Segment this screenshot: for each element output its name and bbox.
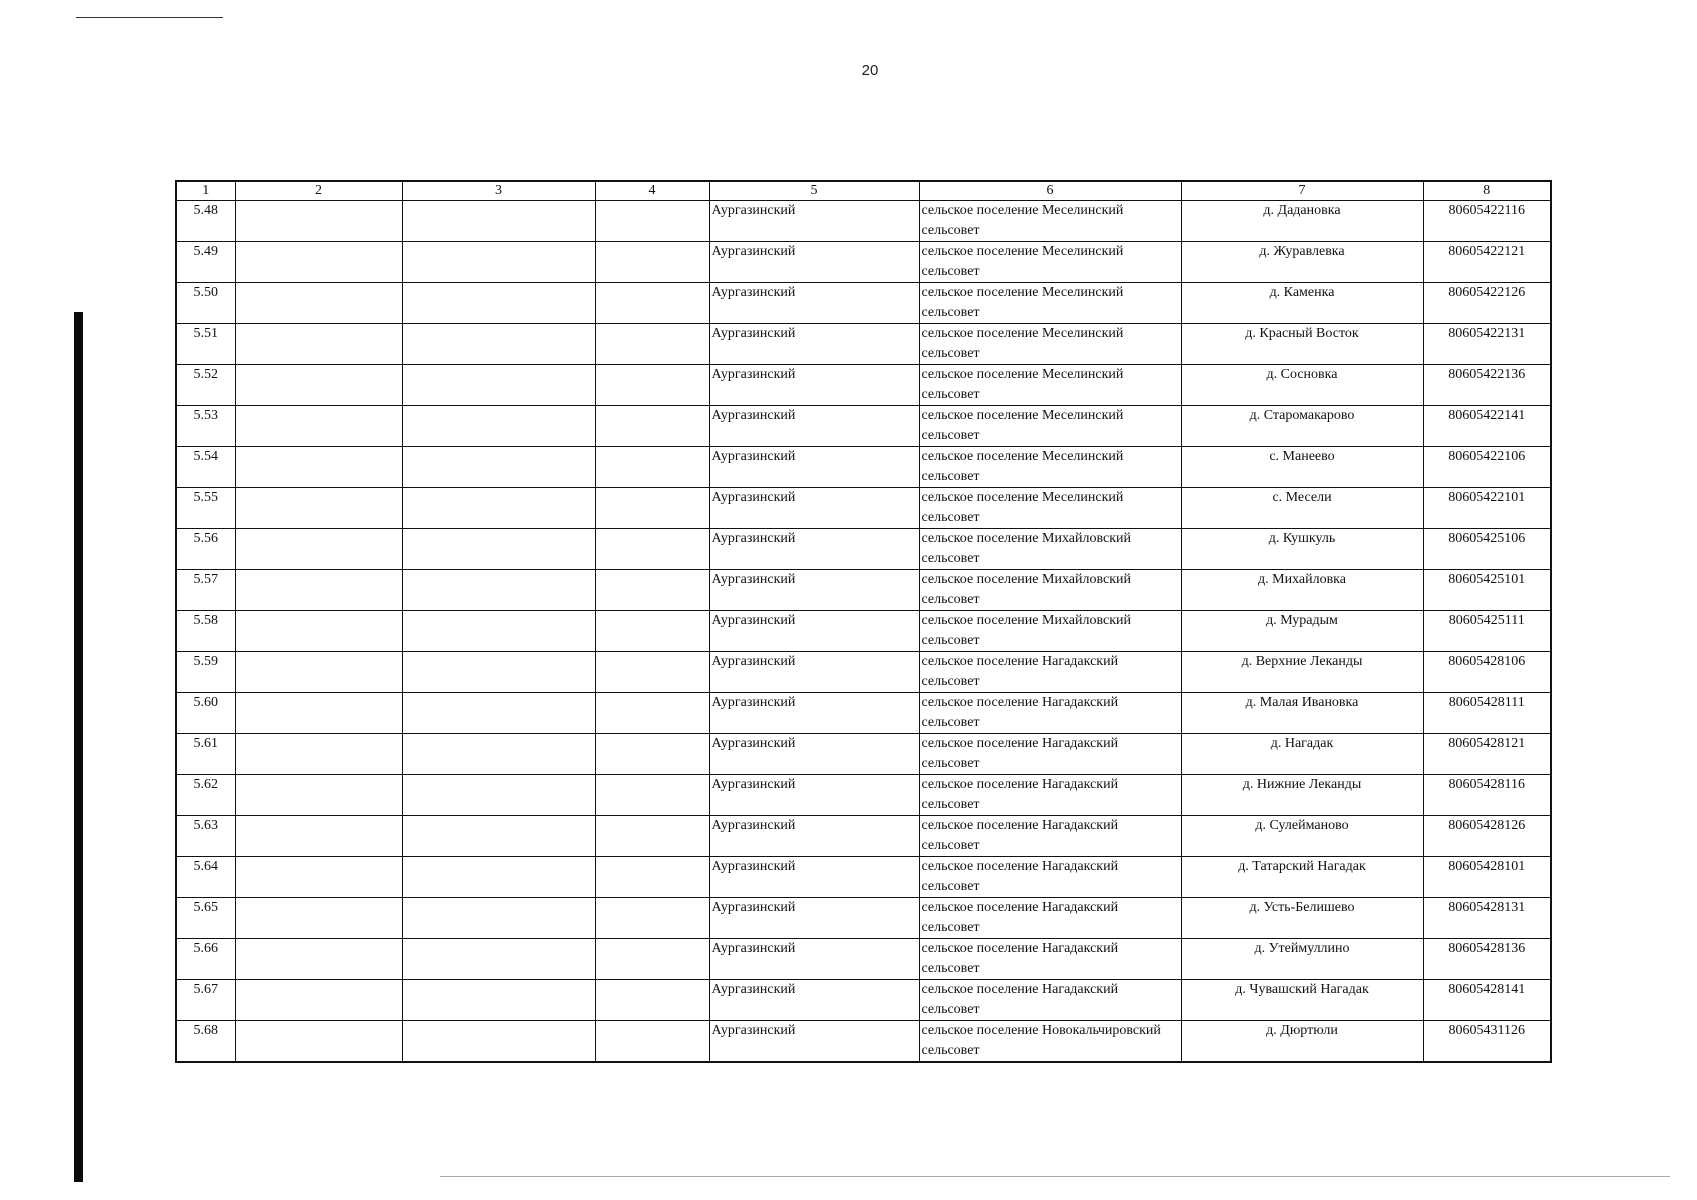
locality-cell: с. Манеево: [1181, 447, 1423, 488]
column-4-cell: [595, 693, 709, 734]
column-4-cell: [595, 652, 709, 693]
bottom-rule: [440, 1176, 1670, 1177]
row-number-cell: 5.63: [176, 816, 235, 857]
settlement-cell: сельское поселение Меселинский сельсовет: [919, 447, 1181, 488]
row-number-cell: 5.55: [176, 488, 235, 529]
row-number-cell: 5.61: [176, 734, 235, 775]
column-2-cell: [235, 447, 402, 488]
district-cell: Аургазинский: [709, 611, 919, 652]
column-2-cell: [235, 324, 402, 365]
row-number-cell: 5.58: [176, 611, 235, 652]
settlement-cell: сельское поселение Меселинский сельсовет: [919, 488, 1181, 529]
row-number-cell: 5.68: [176, 1021, 235, 1063]
row-number-cell: 5.66: [176, 939, 235, 980]
table-row: [176, 611, 1551, 652]
locality-cell: д. Верхние Леканды: [1181, 652, 1423, 693]
column-4-cell: [595, 1021, 709, 1063]
column-2-cell: [235, 734, 402, 775]
district-cell: Аургазинский: [709, 693, 919, 734]
column-3-cell: [402, 529, 595, 570]
locality-cell: с. Месели: [1181, 488, 1423, 529]
row-number-cell: 5.59: [176, 652, 235, 693]
locality-cell: д. Журавлевка: [1181, 242, 1423, 283]
settlement-cell: сельское поселение Михайловский сельсовет: [919, 570, 1181, 611]
locality-cell: д. Красный Восток: [1181, 324, 1423, 365]
table-row: [176, 406, 1551, 447]
locality-cell: д. Дюртюли: [1181, 1021, 1423, 1063]
row-number-cell: 5.56: [176, 529, 235, 570]
locality-cell: д. Татарский Нагадак: [1181, 857, 1423, 898]
column-3-cell: [402, 652, 595, 693]
column-4-cell: [595, 857, 709, 898]
oktmo-code-cell: 80605425111: [1423, 611, 1551, 652]
column-4-cell: [595, 283, 709, 324]
district-cell: Аургазинский: [709, 201, 919, 242]
settlement-cell: сельское поселение Меселинский сельсовет: [919, 201, 1181, 242]
column-header-1: 1: [176, 181, 235, 201]
settlement-cell: сельское поселение Нагадакский сельсовет: [919, 980, 1181, 1021]
column-4-cell: [595, 324, 709, 365]
table-row: [176, 693, 1551, 734]
settlement-cell: сельское поселение Нагадакский сельсовет: [919, 816, 1181, 857]
table-row: [176, 980, 1551, 1021]
column-4-cell: [595, 939, 709, 980]
oktmo-code-cell: 80605422116: [1423, 201, 1551, 242]
district-cell: Аургазинский: [709, 939, 919, 980]
settlement-cell: сельское поселение Нагадакский сельсовет: [919, 939, 1181, 980]
district-cell: Аургазинский: [709, 980, 919, 1021]
district-cell: Аургазинский: [709, 898, 919, 939]
column-2-cell: [235, 775, 402, 816]
locality-cell: д. Утеймуллино: [1181, 939, 1423, 980]
oktmo-code-cell: 80605422141: [1423, 406, 1551, 447]
column-4-cell: [595, 365, 709, 406]
oktmo-code-cell: 80605425106: [1423, 529, 1551, 570]
column-4-cell: [595, 570, 709, 611]
column-3-cell: [402, 734, 595, 775]
table-row: [176, 898, 1551, 939]
column-4-cell: [595, 898, 709, 939]
locality-cell: д. Старомакарово: [1181, 406, 1423, 447]
row-number-cell: 5.48: [176, 201, 235, 242]
table-row: [176, 529, 1551, 570]
column-4-cell: [595, 242, 709, 283]
settlement-cell: сельское поселение Нагадакский сельсовет: [919, 898, 1181, 939]
table-row: [176, 365, 1551, 406]
column-2-cell: [235, 529, 402, 570]
district-cell: Аургазинский: [709, 570, 919, 611]
oktmo-code-cell: 80605428106: [1423, 652, 1551, 693]
column-2-cell: [235, 816, 402, 857]
row-number-cell: 5.50: [176, 283, 235, 324]
district-cell: Аургазинский: [709, 283, 919, 324]
settlement-cell: сельское поселение Нагадакский сельсовет: [919, 693, 1181, 734]
settlement-cell: сельское поселение Михайловский сельсовет: [919, 611, 1181, 652]
locality-cell: д. Малая Ивановка: [1181, 693, 1423, 734]
district-cell: Аургазинский: [709, 324, 919, 365]
column-4-cell: [595, 488, 709, 529]
column-3-cell: [402, 939, 595, 980]
settlement-cell: сельское поселение Михайловский сельсовет: [919, 529, 1181, 570]
oktmo-code-cell: 80605431126: [1423, 1021, 1551, 1063]
column-3-cell: [402, 980, 595, 1021]
column-2-cell: [235, 488, 402, 529]
column-2-cell: [235, 611, 402, 652]
column-2-cell: [235, 693, 402, 734]
row-number-cell: 5.62: [176, 775, 235, 816]
column-3-cell: [402, 488, 595, 529]
column-3-cell: [402, 693, 595, 734]
oktmo-code-cell: 80605422106: [1423, 447, 1551, 488]
top-rule: [76, 17, 223, 18]
settlements-table: [175, 180, 1552, 1063]
column-4-cell: [595, 529, 709, 570]
table-row: [176, 775, 1551, 816]
district-cell: Аургазинский: [709, 365, 919, 406]
oktmo-code-cell: 80605422136: [1423, 365, 1551, 406]
page-number: 20: [861, 62, 879, 79]
column-3-cell: [402, 447, 595, 488]
column-2-cell: [235, 857, 402, 898]
scan-edge-bar: [74, 312, 83, 1182]
table-row: [176, 1021, 1551, 1063]
column-4-cell: [595, 734, 709, 775]
column-4-cell: [595, 980, 709, 1021]
locality-cell: д. Михайловка: [1181, 570, 1423, 611]
column-3-cell: [402, 775, 595, 816]
column-header-3: 3: [402, 181, 595, 201]
column-3-cell: [402, 857, 595, 898]
column-4-cell: [595, 201, 709, 242]
locality-cell: д. Дадановка: [1181, 201, 1423, 242]
locality-cell: д. Чувашский Нагадак: [1181, 980, 1423, 1021]
row-number-cell: 5.51: [176, 324, 235, 365]
row-number-cell: 5.49: [176, 242, 235, 283]
oktmo-code-cell: 80605422101: [1423, 488, 1551, 529]
column-header-6: 6: [919, 181, 1181, 201]
locality-cell: д. Мурадым: [1181, 611, 1423, 652]
settlement-cell: сельское поселение Меселинский сельсовет: [919, 324, 1181, 365]
oktmo-code-cell: 80605422126: [1423, 283, 1551, 324]
district-cell: Аургазинский: [709, 529, 919, 570]
settlement-cell: сельское поселение Нагадакский сельсовет: [919, 857, 1181, 898]
locality-cell: д. Кушкуль: [1181, 529, 1423, 570]
column-2-cell: [235, 898, 402, 939]
district-cell: Аургазинский: [709, 857, 919, 898]
column-2-cell: [235, 283, 402, 324]
locality-cell: д. Каменка: [1181, 283, 1423, 324]
column-3-cell: [402, 406, 595, 447]
column-header-2: 2: [235, 181, 402, 201]
row-number-cell: 5.52: [176, 365, 235, 406]
district-cell: Аургазинский: [709, 1021, 919, 1063]
district-cell: Аургазинский: [709, 488, 919, 529]
row-number-cell: 5.57: [176, 570, 235, 611]
column-3-cell: [402, 1021, 595, 1063]
settlement-cell: сельское поселение Меселинский сельсовет: [919, 406, 1181, 447]
district-cell: Аургазинский: [709, 775, 919, 816]
table-row: [176, 570, 1551, 611]
table-row: [176, 283, 1551, 324]
settlement-cell: сельское поселение Новокальчировский сельсовет: [919, 1021, 1181, 1063]
oktmo-code-cell: 80605428111: [1423, 693, 1551, 734]
table-row: [176, 324, 1551, 365]
column-2-cell: [235, 1021, 402, 1063]
column-2-cell: [235, 406, 402, 447]
locality-cell: д. Нижние Леканды: [1181, 775, 1423, 816]
row-number-cell: 5.53: [176, 406, 235, 447]
district-cell: Аургазинский: [709, 242, 919, 283]
column-4-cell: [595, 816, 709, 857]
oktmo-code-cell: 80605428141: [1423, 980, 1551, 1021]
column-3-cell: [402, 365, 595, 406]
oktmo-code-cell: 80605428101: [1423, 857, 1551, 898]
table-row: [176, 447, 1551, 488]
row-number-cell: 5.54: [176, 447, 235, 488]
oktmo-code-cell: 80605422121: [1423, 242, 1551, 283]
column-2-cell: [235, 980, 402, 1021]
locality-cell: д. Сосновка: [1181, 365, 1423, 406]
column-2-cell: [235, 570, 402, 611]
district-cell: Аургазинский: [709, 652, 919, 693]
district-cell: Аургазинский: [709, 447, 919, 488]
locality-cell: д. Нагадак: [1181, 734, 1423, 775]
table-body: [176, 201, 1551, 1063]
table-row: [176, 652, 1551, 693]
column-3-cell: [402, 611, 595, 652]
column-3-cell: [402, 242, 595, 283]
column-3-cell: [402, 570, 595, 611]
column-4-cell: [595, 775, 709, 816]
table-row: [176, 939, 1551, 980]
oktmo-code-cell: 80605428126: [1423, 816, 1551, 857]
table-row: [176, 201, 1551, 242]
column-2-cell: [235, 939, 402, 980]
row-number-cell: 5.67: [176, 980, 235, 1021]
settlement-cell: сельское поселение Нагадакский сельсовет: [919, 652, 1181, 693]
oktmo-code-cell: 80605428131: [1423, 898, 1551, 939]
column-3-cell: [402, 201, 595, 242]
column-header-7: 7: [1181, 181, 1423, 201]
settlement-cell: сельское поселение Нагадакский сельсовет: [919, 734, 1181, 775]
column-header-8: 8: [1423, 181, 1551, 201]
locality-cell: д. Сулейманово: [1181, 816, 1423, 857]
row-number-cell: 5.60: [176, 693, 235, 734]
locality-cell: д. Усть-Белишево: [1181, 898, 1423, 939]
column-3-cell: [402, 816, 595, 857]
column-4-cell: [595, 406, 709, 447]
column-4-cell: [595, 611, 709, 652]
column-3-cell: [402, 324, 595, 365]
column-4-cell: [595, 447, 709, 488]
table-row: [176, 488, 1551, 529]
table-row: [176, 857, 1551, 898]
settlement-cell: сельское поселение Меселинский сельсовет: [919, 283, 1181, 324]
column-3-cell: [402, 898, 595, 939]
table-row: [176, 734, 1551, 775]
oktmo-code-cell: 80605428121: [1423, 734, 1551, 775]
district-cell: Аургазинский: [709, 406, 919, 447]
table-row: [176, 816, 1551, 857]
oktmo-code-cell: 80605422131: [1423, 324, 1551, 365]
column-header-4: 4: [595, 181, 709, 201]
oktmo-code-cell: 80605428116: [1423, 775, 1551, 816]
column-2-cell: [235, 652, 402, 693]
column-header-5: 5: [709, 181, 919, 201]
column-2-cell: [235, 242, 402, 283]
column-3-cell: [402, 283, 595, 324]
column-2-cell: [235, 201, 402, 242]
oktmo-code-cell: 80605425101: [1423, 570, 1551, 611]
header-row: [176, 181, 1551, 201]
row-number-cell: 5.64: [176, 857, 235, 898]
table-row: [176, 242, 1551, 283]
settlement-cell: сельское поселение Меселинский сельсовет: [919, 365, 1181, 406]
settlement-cell: сельское поселение Меселинский сельсовет: [919, 242, 1181, 283]
column-2-cell: [235, 365, 402, 406]
district-cell: Аургазинский: [709, 816, 919, 857]
district-cell: Аургазинский: [709, 734, 919, 775]
row-number-cell: 5.65: [176, 898, 235, 939]
oktmo-code-cell: 80605428136: [1423, 939, 1551, 980]
settlement-cell: сельское поселение Нагадакский сельсовет: [919, 775, 1181, 816]
